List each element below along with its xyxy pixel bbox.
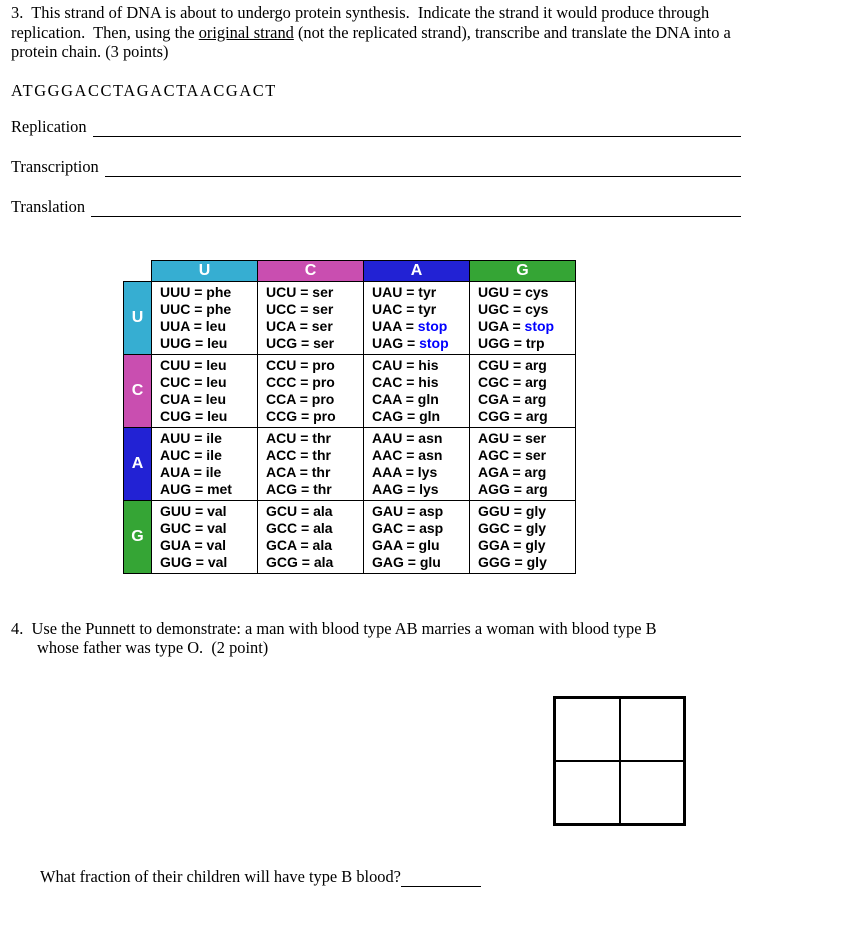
question-4-line2: whose father was type O. (2 point) bbox=[37, 638, 269, 657]
codon-entry: CCC = pro bbox=[266, 373, 335, 390]
codon-cell bbox=[470, 500, 576, 573]
codon-entry: UAC = tyr bbox=[372, 300, 437, 317]
codon-entry: GAG = glu bbox=[372, 553, 441, 570]
codon-col-header-C: C bbox=[258, 260, 364, 281]
codon-entry: GCG = ala bbox=[266, 553, 334, 570]
codon-entry: CUG = leu bbox=[160, 407, 228, 424]
codon-entry: GGG = gly bbox=[478, 553, 547, 570]
codon-entry: UUC = phe bbox=[160, 300, 232, 317]
punnett-cell[interactable] bbox=[555, 761, 620, 824]
codon-entry: CGC = arg bbox=[478, 373, 547, 390]
codon-entry: GUU = val bbox=[160, 502, 227, 519]
codon-entry: UCC = ser bbox=[266, 300, 334, 317]
codon-row-header-C: C bbox=[124, 354, 152, 427]
codon-cell bbox=[364, 281, 470, 354]
codon-entry: AAA = lys bbox=[372, 463, 438, 480]
codon-entry: AGC = ser bbox=[478, 446, 547, 463]
original-strand-underlined: original strand bbox=[198, 22, 294, 42]
codon-entry: GGA = gly bbox=[478, 536, 546, 553]
translation-label: Translation bbox=[11, 196, 86, 216]
replication-label: Replication bbox=[11, 116, 87, 136]
codon-cell bbox=[258, 427, 364, 500]
codon-entry bbox=[372, 318, 469, 335]
codon-entry: GUA = val bbox=[160, 536, 227, 553]
codon-cell bbox=[152, 281, 258, 354]
codon-entry: AAG = lys bbox=[372, 480, 439, 497]
codon-entry: GAA = glu bbox=[372, 536, 440, 553]
codon-entry: UCU = ser bbox=[266, 283, 334, 300]
codon-entry: AGA = arg bbox=[478, 463, 547, 480]
codon-entry: AUC = ile bbox=[160, 446, 222, 463]
codon-entry: GAU = asp bbox=[372, 502, 444, 519]
codon-entry: ACU = thr bbox=[266, 429, 331, 446]
fraction-question-text: What fraction of their children will have type B blood? bbox=[40, 866, 401, 886]
codon-cell bbox=[258, 354, 364, 427]
codon-entry: CAG = gln bbox=[372, 407, 441, 424]
codon-cell bbox=[364, 427, 470, 500]
codon-entry: GCU = ala bbox=[266, 502, 333, 519]
translation-row bbox=[11, 197, 741, 217]
codon-entry: GUC = val bbox=[160, 519, 227, 536]
codon-entry: CUU = leu bbox=[160, 356, 227, 373]
codon-entry bbox=[372, 335, 469, 352]
fraction-question-row bbox=[40, 867, 811, 887]
codon-entry: CCA = pro bbox=[266, 390, 335, 407]
translation-answer-blank[interactable] bbox=[91, 197, 741, 217]
codon-entry: CUC = leu bbox=[160, 373, 227, 390]
codon-entry: CCG = pro bbox=[266, 407, 336, 424]
question-4-line1: 4. Use the Punnett to demonstrate: a man with blood type AB marries a woman with blood type B bbox=[11, 618, 657, 638]
punnett-cell[interactable] bbox=[620, 698, 685, 761]
codon-entry: GUG = val bbox=[160, 553, 228, 570]
codon-entry: CGA = arg bbox=[478, 390, 547, 407]
question-3-text-after: (not the replicated strand), transcribe and translate the DNA into a protein chain. (3 points) bbox=[11, 22, 735, 61]
codon-entry: GGC = gly bbox=[478, 519, 547, 536]
codon-cell bbox=[470, 427, 576, 500]
codon-cell bbox=[258, 281, 364, 354]
codon-entry: GCA = ala bbox=[266, 536, 333, 553]
codon-cell bbox=[470, 354, 576, 427]
codon-entry: AUU = ile bbox=[160, 429, 222, 446]
codon-cell bbox=[152, 500, 258, 573]
codon-entry: UAU = tyr bbox=[372, 283, 437, 300]
codon-entry: CAC = his bbox=[372, 373, 439, 390]
codon-entry: AUG = met bbox=[160, 480, 232, 497]
transcription-label: Transcription bbox=[11, 156, 99, 176]
punnett-square bbox=[553, 696, 686, 826]
stop-codon-label: stop bbox=[524, 317, 555, 334]
codon-row-header-G: G bbox=[124, 500, 152, 573]
codon-entry: GGU = gly bbox=[478, 502, 547, 519]
codon-entry: CGG = arg bbox=[478, 407, 548, 424]
codon-table bbox=[123, 260, 576, 574]
codon-entry: GCC = ala bbox=[266, 519, 333, 536]
codon-entry: ACA = thr bbox=[266, 463, 331, 480]
codon-cell bbox=[364, 354, 470, 427]
codon-cell bbox=[258, 500, 364, 573]
codon-entry: AGG = arg bbox=[478, 480, 548, 497]
codon-row-header-U: U bbox=[124, 281, 152, 354]
question-4-text bbox=[11, 619, 811, 658]
question-3-text bbox=[11, 3, 768, 62]
codon-entry: UGC = cys bbox=[478, 300, 549, 317]
codon-triplet: UGA = bbox=[478, 317, 525, 334]
codon-entry: UUG = leu bbox=[160, 334, 228, 351]
codon-entry: AAU = asn bbox=[372, 429, 443, 446]
codon-entry: CGU = arg bbox=[478, 356, 547, 373]
codon-row-header-A: A bbox=[124, 427, 152, 500]
fraction-answer-blank[interactable] bbox=[401, 867, 481, 887]
codon-entry: ACG = thr bbox=[266, 480, 332, 497]
codon-entry: AUA = ile bbox=[160, 463, 222, 480]
codon-entry: UGG = trp bbox=[478, 334, 545, 351]
codon-entry: AAC = asn bbox=[372, 446, 443, 463]
codon-col-header-G: G bbox=[470, 260, 576, 281]
codon-entry: GAC = asp bbox=[372, 519, 444, 536]
codon-entry: CUA = leu bbox=[160, 390, 226, 407]
codon-entry: AGU = ser bbox=[478, 429, 547, 446]
codon-cell bbox=[364, 500, 470, 573]
codon-entry: UCG = ser bbox=[266, 334, 335, 351]
punnett-cell[interactable] bbox=[555, 698, 620, 761]
codon-entry: UGU = cys bbox=[478, 283, 549, 300]
stop-codon-label: stop bbox=[419, 334, 449, 351]
codon-table-corner bbox=[124, 260, 152, 281]
replication-answer-blank[interactable] bbox=[93, 117, 741, 137]
codon-entry: UUU = phe bbox=[160, 283, 232, 300]
codon-entry: UCA = ser bbox=[266, 317, 333, 334]
stop-codon-label: stop bbox=[417, 317, 448, 334]
codon-col-header-U: U bbox=[152, 260, 258, 281]
transcription-answer-blank[interactable] bbox=[105, 157, 741, 177]
codon-entry bbox=[478, 318, 575, 335]
codon-entry: CCU = pro bbox=[266, 356, 335, 373]
codon-triplet: UAA = bbox=[372, 317, 418, 334]
codon-triplet: UAG = bbox=[372, 334, 420, 351]
transcription-row bbox=[11, 157, 741, 177]
question-3-text-before: 3. This strand of DNA is about to undergo protein synthesis. Indicate the strand it would produce through replication. Then, using the bbox=[11, 3, 714, 42]
punnett-cell[interactable] bbox=[620, 761, 685, 824]
codon-cell bbox=[470, 281, 576, 354]
codon-entry: UUA = leu bbox=[160, 317, 226, 334]
codon-entry: ACC = thr bbox=[266, 446, 331, 463]
codon-cell bbox=[152, 354, 258, 427]
codon-col-header-A: A bbox=[364, 260, 470, 281]
codon-cell bbox=[152, 427, 258, 500]
codon-entry: CAU = his bbox=[372, 356, 439, 373]
replication-row bbox=[11, 117, 741, 137]
codon-entry: CAA = gln bbox=[372, 390, 439, 407]
codon-table-wrap bbox=[123, 260, 811, 574]
dna-sequence: ATGGGACCTAGACTAACGACT bbox=[11, 80, 277, 100]
